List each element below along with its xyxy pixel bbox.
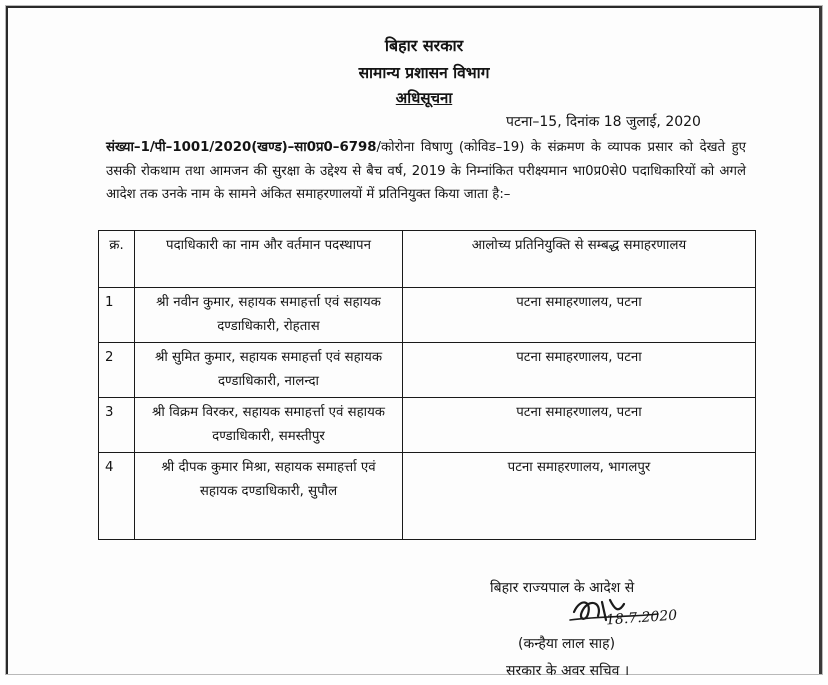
deputation-table — [98, 230, 756, 540]
row-number: 2 — [99, 343, 135, 398]
scan-border-top — [6, 6, 822, 8]
collectorate: पटना समाहरणालय, भागलपुर — [403, 453, 756, 540]
signatory-designation: सरकार के अवर सचिव । — [506, 663, 630, 679]
table-row — [99, 288, 756, 343]
collectorate: पटना समाहरणालय, पटना — [403, 343, 756, 398]
scan-border-left — [6, 6, 8, 674]
signature-date: 18.7.2020 — [605, 607, 678, 629]
notification-heading: अधिसूचना — [395, 89, 453, 107]
row-number: 3 — [99, 398, 135, 453]
notification-text: /कोरोना विषाणु (कोविड–19) के संक्रमण के व्यापक प्रसार को देखते हुए उसकी रोकथाम तथा आमजन की सुरक्षा के उद्देश्य से बैच वर्ष, 2019 के निम्नांकित परीक्ष्यमान भा0प्र0से0 पदाधिकारियों को अगले आदेश तक उनके नाम के सामने अंकित समाहरणालयों में प्रतिनियुक्त किया जाता है:– — [106, 140, 746, 202]
column-header-collectorate: आलोच्य प्रतिनियुक्ति से सम्बद्ध समाहरणालय — [403, 231, 756, 288]
officer-name: श्री नवीन कुमार, सहायक समाहर्त्ता एवं सहायक दण्डाधिकारी, रोहतास — [135, 288, 403, 343]
government-title: बिहार सरकार — [384, 36, 464, 55]
notification-page — [5, 5, 823, 679]
row-number: 1 — [99, 288, 135, 343]
notification-body — [106, 136, 746, 207]
officer-name: श्री विक्रम विरकर, सहायक समाहर्त्ता एवं सहायक दण्डाधिकारी, समस्तीपुर — [135, 398, 403, 453]
reference-number: संख्या–1/पी–1001/2020(खण्ड)–सा0प्र0–6798 — [106, 140, 377, 155]
department-title: सामान्य प्रशासन विभाग — [358, 64, 490, 82]
officer-name: श्री दीपक कुमार मिश्रा, सहायक समाहर्त्ता एवं सहायक दण्डाधिकारी, सुपौल — [135, 453, 403, 540]
table-row — [99, 398, 756, 453]
collectorate: पटना समाहरणालय, पटना — [403, 288, 756, 343]
column-header-serial: क्र. — [99, 231, 135, 288]
row-number: 4 — [99, 453, 135, 540]
order-line: बिहार राज्यपाल के आदेश से — [490, 580, 635, 596]
table-header-row — [99, 231, 756, 288]
officer-name: श्री सुमित कुमार, सहायक समाहर्त्ता एवं सहायक दण्डाधिकारी, नालन्दा — [135, 343, 403, 398]
column-header-officer: पदाधिकारी का नाम और वर्तमान पदस्थापन — [135, 231, 403, 288]
collectorate: पटना समाहरणालय, पटना — [403, 398, 756, 453]
signatory-name: (कन्हैया लाल साह) — [518, 636, 616, 652]
table-row — [99, 453, 756, 540]
table-row — [99, 343, 756, 398]
place-date: पटना–15, दिनांक 18 जुलाई, 2020 — [506, 114, 701, 130]
